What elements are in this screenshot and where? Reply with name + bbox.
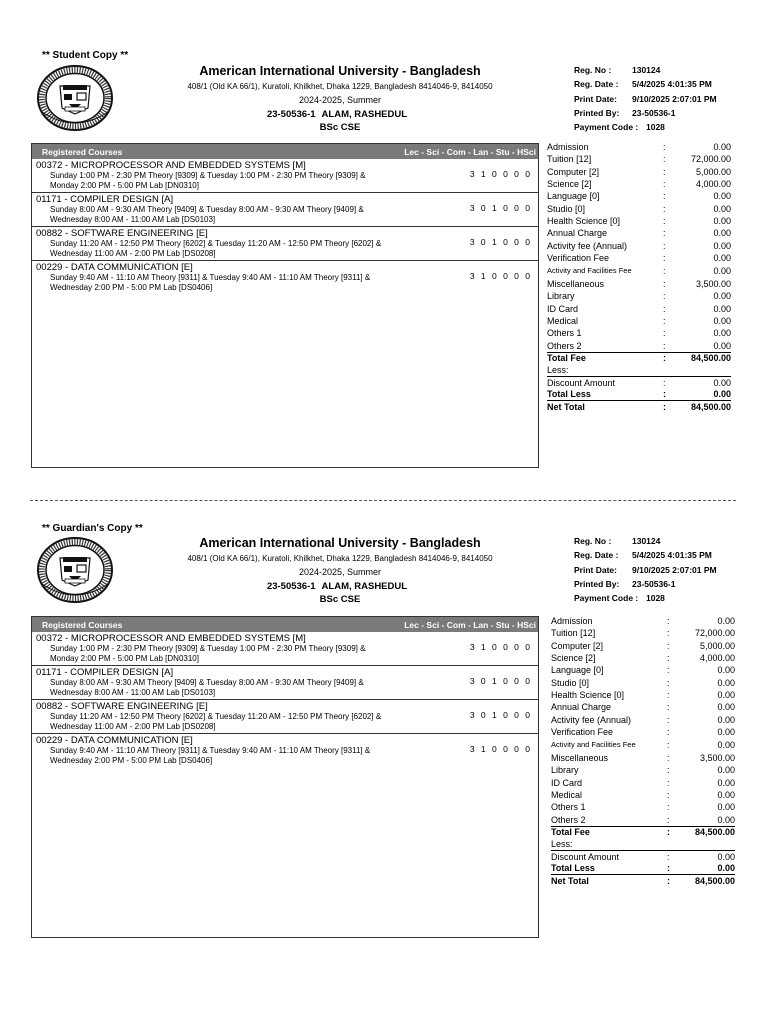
total-less-row: Total Less : 0.00 [551,863,735,874]
net-total-row: Net Total : 84,500.00 [551,876,735,887]
university-header [170,64,510,135]
course-schedule: Sunday 8:00 AM - 9:30 AM Theory [9409] & Tuesday 8:00 AM - 9:30 AM Theory [9409] & Wednesday 8:00 AM - 11:00 AM Lab [DS0103] [50,678,364,697]
fee-row: Activity fee (Annual) : 0.00 [551,714,735,725]
course-credit-codes: 3 0 1 0 0 0 [469,676,532,686]
meta-row: Reg. Date : 5/4/2025 4:01:35 PM [574,79,712,90]
course-schedule: Sunday 9:40 AM - 11:10 AM Theory [9311] & Tuesday 9:40 AM - 11:10 AM Theory [9311] & Wednesday 2:00 PM - 5:00 PM Lab [DS0406] [50,746,371,765]
courses-title: Registered Courses [42,619,123,630]
course-schedule: Sunday 1:00 PM - 2:30 PM Theory [9309] & Tuesday 1:00 PM - 2:30 PM Theory [9309] & Monday 2:00 PM - 5:00 PM Lab [DN0310] [50,171,366,190]
student-name: ALAM, RASHEDUL [321,109,408,120]
course-title: 00229 - DATA COMMUNICATION [E] [36,262,193,273]
meta-row: Print Date: 9/10/2025 2:07:01 PM [574,564,717,575]
meta-row: Reg. No : 130124 [574,536,661,547]
fee-row: Annual Charge : 0.00 [547,228,731,239]
fee-row: Others 2 : 0.00 [547,340,731,351]
course-row [32,632,538,666]
fee-row: Science [2] : 4,000.00 [547,179,731,190]
registered-courses-table [31,616,539,938]
fee-row: Activity and Facilities Fee : 0.00 [551,739,735,750]
course-row [32,159,538,193]
fee-row: Health Science [0] : 0.00 [551,689,735,700]
course-schedule: Sunday 9:40 AM - 11:10 AM Theory [9311] & Tuesday 9:40 AM - 11:10 AM Theory [9311] & Wednesday 2:00 PM - 5:00 PM Lab [DS0406] [50,273,371,292]
fee-row: Tuition [12] : 72,000.00 [551,628,735,639]
university-address: 408/1 (Old KA 66/1), Kuratoli, Khilkhet, Dhaka 1229, Bangladesh 8414046-9, 8414050 [187,82,493,91]
course-credit-codes: 3 1 0 0 0 0 [469,271,532,281]
courses-header [32,144,538,159]
copy-label: ** Student Copy ** [42,50,129,61]
student-info [170,580,510,593]
course-title: 01171 - COMPILER DESIGN [A] [36,667,174,678]
meta-row: Reg. No : 130124 [574,65,661,76]
courses-header [32,617,538,632]
total-less-row: Total Less : 0.00 [547,389,731,400]
student-name: ALAM, RASHEDUL [321,581,408,592]
registered-courses-table [31,143,539,468]
fee-row: Verification Fee : 0.00 [551,726,735,737]
fee-row: Medical : 0.00 [551,790,735,800]
course-row [32,700,538,734]
fee-row: Library : 0.00 [551,765,735,776]
fee-row: Library : 0.00 [547,291,731,302]
university-address: 408/1 (Old KA 66/1), Kuratoli, Khilkhet, Dhaka 1229, Bangladesh 8414046-9, 8414050 [187,554,493,563]
fee-row: Others 2 : 0.00 [551,814,735,825]
fee-row: Computer [2] : 5,000.00 [547,166,731,177]
fee-row: Tuition [12] : 72,000.00 [547,154,731,165]
course-row [32,227,538,261]
fee-row: Admission : 0.00 [547,142,731,153]
program-name: BSc CSE [319,594,361,605]
course-credit-codes: 3 1 0 0 0 0 [469,744,532,754]
university-name: American International University - Bangladesh [199,64,481,78]
course-row [32,261,538,294]
course-title: 00882 - SOFTWARE ENGINEERING [E] [36,701,208,712]
fee-row: Miscellaneous : 3,500.00 [547,279,731,290]
program-name: BSc CSE [319,122,361,133]
course-schedule: Sunday 8:00 AM - 9:30 AM Theory [9409] & Tuesday 8:00 AM - 9:30 AM Theory [9409] & Wednesday 8:00 AM - 11:00 AM Lab [DS0103] [50,205,364,224]
copy-label: ** Guardian's Copy ** [42,523,143,534]
course-title: 01171 - COMPILER DESIGN [A] [36,194,174,205]
total-fee-row: Total Fee : 84,500.00 [547,353,731,364]
fee-row: Admission : 0.00 [551,616,735,627]
course-credit-codes: 3 0 1 0 0 0 [469,710,532,720]
academic-term: 2024-2025, Summer [298,95,382,105]
university-seal-icon [36,536,114,604]
fee-row: Activity fee (Annual) : 0.00 [547,240,731,251]
course-title: 00372 - MICROPROCESSOR AND EMBEDDED SYSTEMS [M] [36,633,306,644]
fee-row: Studio [0] : 0.00 [547,203,731,214]
guardian-copy [0,472,768,942]
university-name: American International University - Bangladesh [199,536,481,550]
fee-row: Less: [547,365,569,376]
course-credit-codes: 3 1 0 0 0 0 [469,169,532,179]
university-header [170,536,510,607]
student-copy [0,0,768,470]
university-seal-icon [36,64,114,132]
course-credit-codes: 3 0 1 0 0 0 [469,237,532,247]
meta-row: Reg. Date : 5/4/2025 4:01:35 PM [574,550,712,561]
meta-row: Print Date: 9/10/2025 2:07:01 PM [574,93,717,104]
total-fee-row: Total Fee : 84,500.00 [551,827,735,838]
fee-row: Verification Fee : 0.00 [547,252,731,263]
fee-row: Discount Amount : 0.00 [551,851,735,862]
course-row [32,193,538,227]
fee-row: Language [0] : 0.00 [551,665,735,676]
course-credit-codes: 3 1 0 0 0 0 [469,642,532,652]
fee-breakdown [551,615,735,887]
fee-row: Others 1 : 0.00 [551,802,735,813]
fee-row: Activity and Facilities Fee : 0.00 [547,265,731,276]
student-info [170,108,510,121]
student-id: 23-50536-1 [266,581,316,592]
fee-row: Others 1 : 0.00 [547,328,731,339]
registration-meta [574,63,754,134]
fee-row: ID Card : 0.00 [551,777,735,788]
course-title: 00882 - SOFTWARE ENGINEERING [E] [36,228,208,239]
fee-row: Language [0] : 0.00 [547,191,731,202]
academic-term: 2024-2025, Summer [298,567,382,577]
fee-row: Miscellaneous : 3,500.00 [551,753,735,764]
fee-row: Medical : 0.00 [547,316,731,326]
fee-row: ID Card : 0.00 [547,303,731,314]
fee-breakdown [547,141,731,413]
course-title: 00372 - MICROPROCESSOR AND EMBEDDED SYSTEMS [M] [36,160,306,171]
courses-columns: Lec - Sci - Com - Lan - Stu - HSci [404,146,536,157]
net-total-row: Net Total : 84,500.00 [547,402,731,413]
meta-row: Printed By: 23-50536-1 [574,579,676,590]
courses-columns: Lec - Sci - Com - Lan - Stu - HSci [404,619,536,630]
fee-row: Computer [2] : 5,000.00 [551,640,735,651]
fee-row: Health Science [0] : 0.00 [547,215,731,226]
course-row [32,734,538,767]
registration-meta [574,534,754,605]
course-schedule: Sunday 1:00 PM - 2:30 PM Theory [9309] & Tuesday 1:00 PM - 2:30 PM Theory [9309] & Monday 2:00 PM - 5:00 PM Lab [DN0310] [50,644,366,663]
meta-row: Payment Code : 1028 [574,593,665,604]
course-schedule: Sunday 11:20 AM - 12:50 PM Theory [6202] & Tuesday 11:20 AM - 12:50 PM Theory [6202] & Wednesday 11:00 AM - 2:00 PM Lab [DS0208] [50,712,382,731]
course-credit-codes: 3 0 1 0 0 0 [469,203,532,213]
fee-row: Annual Charge : 0.00 [551,702,735,713]
fee-row: Discount Amount : 0.00 [547,377,731,388]
student-id: 23-50536-1 [266,109,316,120]
fee-row: Less: [551,839,573,850]
course-row [32,666,538,700]
course-title: 00229 - DATA COMMUNICATION [E] [36,735,193,746]
course-schedule: Sunday 11:20 AM - 12:50 PM Theory [6202] & Tuesday 11:20 AM - 12:50 PM Theory [6202] & Wednesday 11:00 AM - 2:00 PM Lab [DS0208] [50,239,382,258]
fee-row: Studio [0] : 0.00 [551,677,735,688]
courses-title: Registered Courses [42,146,123,157]
fee-row: Science [2] : 4,000.00 [551,653,735,664]
meta-row: Printed By: 23-50536-1 [574,108,676,119]
meta-row: Payment Code : 1028 [574,122,665,133]
